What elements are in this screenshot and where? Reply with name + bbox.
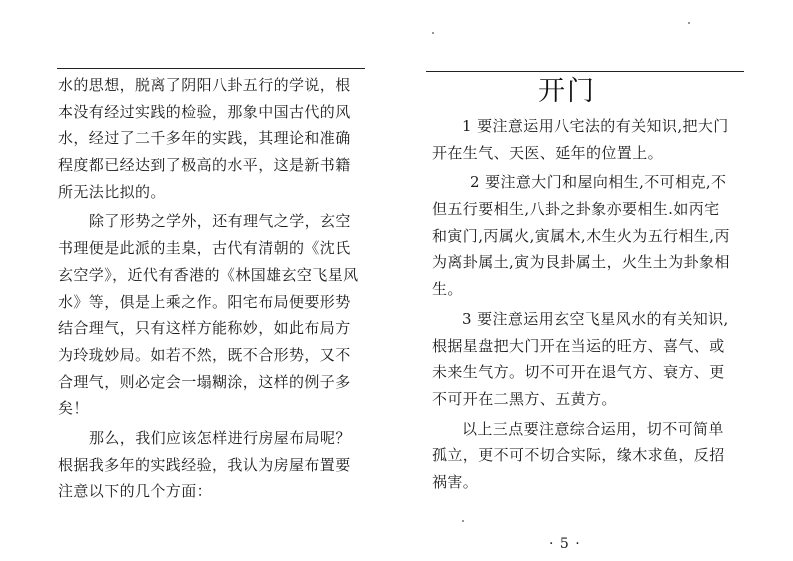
text-line: 注意以下的几个方面： bbox=[58, 482, 213, 501]
text-line: 不可开在二黑方、五黄方。 bbox=[432, 389, 617, 408]
text-line: 2 要注意大门和屋向相生,不可相克,不 bbox=[470, 173, 727, 192]
top-rule bbox=[57, 68, 365, 69]
text-line: 书理便是此派的圭臬，古代有清朝的《沈氏 bbox=[58, 239, 351, 258]
text-line: 水，经过了二千多年的实践，其理论和准确 bbox=[58, 129, 351, 148]
text-line: 水》等，俱是上乘之作。阳宅布局便要形势 bbox=[58, 292, 351, 311]
text-line: 为离卦属土,寅为艮卦属土，火生土为卦象相 bbox=[432, 253, 730, 272]
text-line: 根据我多年的实践经验，我认为房屋布置要 bbox=[58, 455, 351, 474]
top-rule bbox=[426, 71, 744, 72]
text-line: 和寅门,丙属火,寅属木,木生火为五行相生,丙 bbox=[432, 226, 730, 245]
text-line: 本没有经过实践的检验，那象中国古代的风 bbox=[58, 102, 351, 121]
text-line: 合理气，则必定会一塌糊涂，这样的例子多 bbox=[58, 372, 351, 391]
text-line: 所无法比拟的。 bbox=[58, 182, 166, 201]
text-line: 水的思想，脱离了阴阳八卦五行的学说，根 bbox=[58, 76, 351, 94]
text-line: 生。 bbox=[432, 280, 463, 299]
text-line: 为玲珑妙局。如若不然，既不合形势，又不 bbox=[58, 345, 351, 364]
text-line: 但五行要相生,八卦之卦象亦要相生.如丙宅 bbox=[432, 200, 720, 219]
left-page-text bbox=[58, 72, 370, 505]
text-line: 以上三点要注意综合运用，切不可简单 bbox=[462, 419, 724, 438]
text-line: 开在生气、天医、延年的位置上。 bbox=[432, 143, 664, 162]
section-heading: 开门 bbox=[538, 76, 596, 107]
text-line: 未来生气方。切不可开在退气方、衰方、更 bbox=[432, 363, 725, 382]
right-page bbox=[396, 0, 793, 561]
text-line: 玄空学》，近代有香港的《林国雄玄空飞星风 bbox=[58, 265, 359, 284]
scan-speck bbox=[462, 520, 464, 522]
scan-speck bbox=[688, 22, 690, 24]
text-line: 1 要注意运用八宅法的有关知识,把大门 bbox=[462, 117, 729, 135]
text-line: 结合理气，只有这样方能称妙，如此布局方 bbox=[58, 319, 351, 338]
text-line: 祸害。 bbox=[432, 472, 479, 491]
text-line: 3 要注意运用玄空飞星风水的有关知识, bbox=[462, 309, 729, 328]
text-line: 程度都已经达到了极高的水平，这是新书籍 bbox=[58, 156, 351, 175]
text-line: 那么，我们应该怎样进行房屋布局呢？ bbox=[89, 428, 351, 447]
right-page-text bbox=[432, 113, 748, 496]
scan-speck bbox=[432, 32, 434, 34]
left-page bbox=[0, 0, 396, 561]
text-line: 孤立，更不可不切合实际，缘木求鱼，反招 bbox=[432, 446, 725, 465]
page-number: · 5 · bbox=[549, 536, 581, 552]
text-line: 除了形势之学外，还有理气之学，玄空 bbox=[89, 212, 351, 231]
text-line: 矣！ bbox=[58, 399, 89, 418]
text-line: 根据星盘把大门开在当运的旺方、喜气、或 bbox=[432, 336, 725, 355]
